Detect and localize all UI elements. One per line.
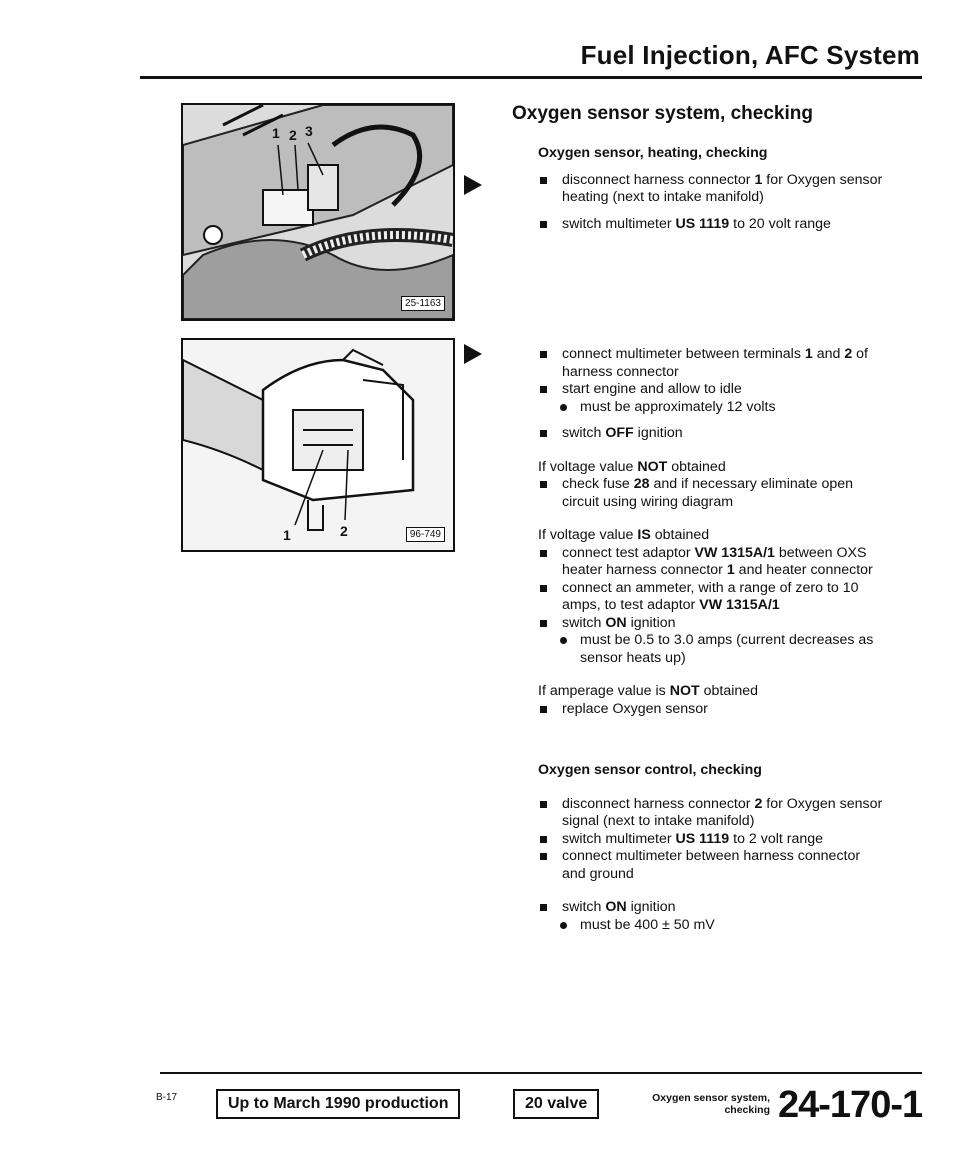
harness-connector-illustration <box>183 340 453 550</box>
spec-mv: must be 400 ± 50 mV <box>538 917 883 935</box>
pointer-arrow-icon <box>464 175 482 195</box>
page-reference: B-17 <box>156 1092 178 1103</box>
step-connect-adaptor: connect test adaptor VW 1315A/1 between OXS heater harness connector 1 and heater connector <box>538 545 883 580</box>
figure-reference-tag: 25-1163 <box>401 296 445 311</box>
footer-rule <box>160 1072 922 1074</box>
figure-callout-3: 3 <box>305 123 313 139</box>
figure-callout-2: 2 <box>289 127 297 143</box>
heating-procedure-lower <box>538 346 883 718</box>
step-connect-multimeter: connect multimeter between terminals 1 and 2 of harness connector <box>538 346 883 381</box>
step-disconnect-connector-2: disconnect harness connector 2 for Oxygen sensor signal (next to intake manifold) <box>538 796 883 831</box>
figure-callout-2: 2 <box>340 523 348 539</box>
step-disconnect-connector: disconnect harness connector 1 for Oxygen sensor heating (next to intake manifold) <box>538 172 883 207</box>
valve-badge: 20 valve <box>513 1089 599 1119</box>
figure-callout-1: 1 <box>283 527 291 543</box>
pointer-arrow-icon <box>464 344 482 364</box>
page-number: 24-170-1 <box>778 1084 923 1126</box>
condition-voltage-not: If voltage value NOT obtained <box>538 458 726 475</box>
condition-amperage-not: If amperage value is NOT obtained <box>538 683 759 699</box>
step-connect-ammeter: connect an ammeter, with a range of zero to 10 amps, to test adaptor VW 1315A/1 <box>538 580 883 615</box>
step-start-engine: start engine and allow to idle <box>538 381 883 399</box>
heating-procedure-upper <box>538 145 883 233</box>
engine-connector-illustration <box>183 105 453 319</box>
figure-engine-connector <box>181 103 455 321</box>
figure-harness-connector <box>181 338 455 552</box>
condition-voltage-is: If voltage value IS obtained <box>538 527 710 543</box>
section-title: Oxygen sensor system, checking <box>512 103 813 124</box>
control-subtitle: Oxygen sensor control, checking <box>538 762 762 778</box>
figure-callout-1: 1 <box>272 125 280 141</box>
header-rule <box>140 76 922 79</box>
heating-subtitle: Oxygen sensor, heating, checking <box>538 145 768 161</box>
figure-reference-tag: 96-749 <box>406 527 445 542</box>
page-header-title: Fuel Injection, AFC System <box>580 40 920 70</box>
control-procedure <box>538 762 883 934</box>
step-set-multimeter-2v: switch multimeter US 1119 to 2 volt range <box>538 831 883 849</box>
step-ignition-on-2: switch ON ignition <box>538 899 883 917</box>
footer-section-title: Oxygen sensor system, checking <box>652 1092 770 1116</box>
step-ignition-on: switch ON ignition <box>538 615 883 633</box>
step-check-fuse: check fuse 28 and if necessary eliminate open circuit using wiring diagram <box>538 476 883 511</box>
step-set-multimeter: switch multimeter US 1119 to 20 volt range <box>538 216 883 234</box>
spec-amperage: must be 0.5 to 3.0 amps (current decreases as sensor heats up) <box>538 632 883 667</box>
step-connect-ground: connect multimeter between harness connector and ground <box>538 848 883 883</box>
production-badge: Up to March 1990 production <box>216 1089 460 1119</box>
step-ignition-off: switch OFF ignition <box>538 425 883 443</box>
step-replace-sensor: replace Oxygen sensor <box>538 701 883 719</box>
spec-voltage: must be approximately 12 volts <box>538 399 883 417</box>
